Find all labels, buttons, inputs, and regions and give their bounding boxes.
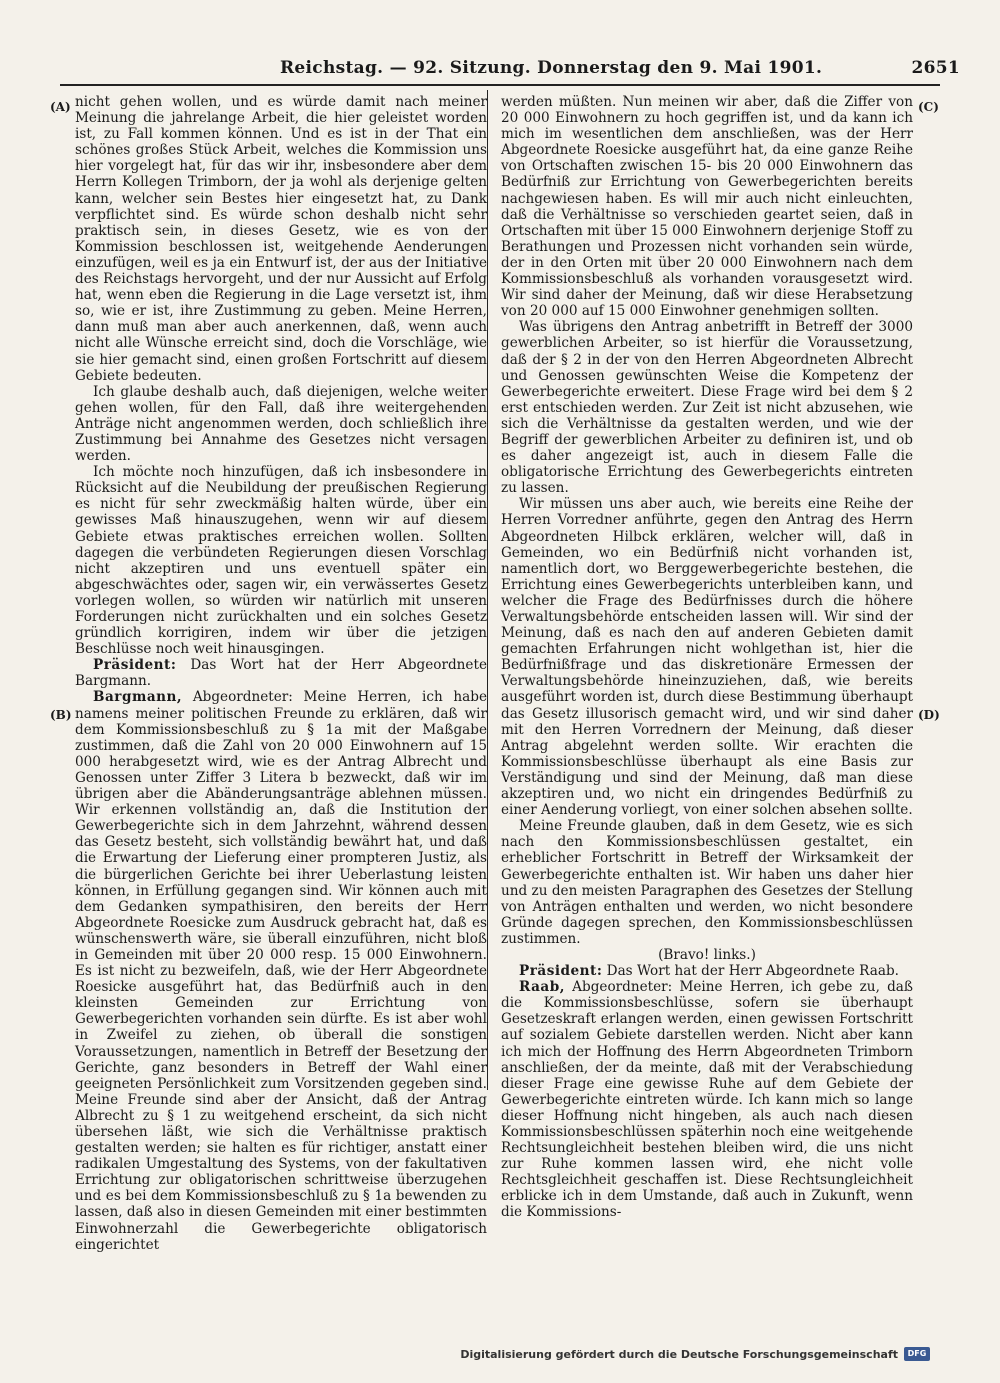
speech-text: Abgeordneter: Meine Herren, ich habe namens meiner politischen Freunde zu erklären, daß wir dem Kommissionsbeschluß zu § 1a mit der Maßgabe zustimmen, daß die Zahl von 20 000 Einwohnern auf 15 000 herabgesetzt wird, wie es der Antrag Albrecht und Genossen unter Ziffer 3 Litera b bezweckt, daß wir im übrigen aber die Abänderungsanträge ablehnen müssen. Wir erkennen vollständig an, daß die Institution der Gewerbegerichte sich in dem Jahrzehnt, während dessen das Gesetz besteht, sich vollständig bewährt hat, und daß die Erwartung der Lieferung einer prompteren Justiz, als die bürgerlichen Gerichte bei ihrer Ueberlastung leisten können, in Erfüllung gegangen sind. Wir können auch mit dem Gedanken sympathisiren, den bereits der Herr Abgeordnete Roesicke zum Ausdruck gebracht hat, daß es wünschenswerth wäre, sie überall einzuführen, nicht bloß in Gemeinden mit über 20 000 resp. 15 000 Einwohnern. Es ist nicht zu bezweifeln, daß, wie der Herr Abgeordnete Roesicke ausgeführt hat, das Bedürfniß auch in den kleinsten Gemeinden zur Errichtung von Gewerbegerichten vorhanden sein dürfte. Es ist aber wohl in Zweifel zu ziehen, ob überall die sonstigen Voraussetzungen, namentlich in Betreff der Besetzung der Gerichte, ganz besonders in Betreff der Wahl einer geeigneten Persönlichkeit zum Vorsitzenden gegeben sind. Meine Freunde sind aber der Ansicht, daß der Antrag Albrecht zu § 1 zu weitgehend erscheint, da sich nicht übersehen läßt, wie sich die Verhältnisse praktisch gestalten werden; sie halten es für richtiger, anstatt einer radikalen Umgestaltung des Systems, von der fakultativen Errichtung zur obligatorischen schrittweise überzugehen und es bei dem Kommissionsbeschluß zu § 1a bewenden zu lassen, daß also in diesen Gemeinden mit einer bestimmten Einwohnerzahl die Gewerbegerichte obligatorisch eingerichtet (75, 689, 487, 1253)
paragraph: Was übrigens den Antrag anbetrifft in Betreff der 3000 gewerblichen Arbeiter, so ist hierfür die Voraussetzung, daß der § 2 in der von den Herren Abgeordneten Albrecht und Genossen gewünschten Weise die Kompetenz der Gewerbegerichte erweitert. Diese Frage wird bei dem § 2 erst entschieden werden. Zur Zeit ist nicht abzusehen, wie sich die Verhältnisse da gestalten werden, und wie der Begriff der gewerblichen Arbeiter zu definiren ist, und ob es daher angezeigt ist, auch in diesem Falle die obligatorische Errichtung des Gewerbegerichts eintreten zu lassen. (501, 319, 913, 497)
page-number: 2651 (911, 58, 960, 78)
paragraph: nicht gehen wollen, und es würde damit nach meiner Meinung die jahrelange Arbeit, die hier geleistet worden ist, zu Fall kommen können. Und es ist in der That ein schönes großes Stück Arbeit, welches die Kommission uns hier vorgelegt hat, für das wir ihr, insbesondere aber dem Herrn Kollegen Trimborn, der ja wohl als derjenige gelten kann, welcher sein Bestes hier eingesetzt hat, zu Dank verpflichtet sind. Es würde schon deshalb nicht sehr praktisch sein, in dieses Gesetz, wie es von der Kommission beschlossen ist, weitgehende Aenderungen einzufügen, weil es ja ein Entwurf ist, der aus der Initiative des Reichstags hervorgeht, und der nur Aussicht auf Erfolg hat, wenn eben die Regierung in die Lage versetzt ist, ihm so, wie er ist, ihre Zustimmung zu geben. Meine Herren, dann muß man aber auch anerkennen, daß, wenn auch nicht alle Wünsche erreicht sind, doch die Vorschläge, wie sie hier gemacht sind, einen großen Fortschritt auf diesem Gebiete bedeuten. (75, 94, 487, 384)
speech-text: Das Wort hat der Herr Abgeordnete Bargmann. (75, 657, 487, 690)
speaker-paragraph (501, 979, 913, 1220)
paragraph: Wir müssen uns aber auch, wie bereits eine Reihe der Herren Vorredner anführte, gegen den Antrag des Herrn Abgeordneten Hilbck erklären, welcher will, daß in Gemeinden, wo ein Bedürfniß nicht vorhanden ist, namentlich dort, wo Berggewerbegerichte bestehen, die Errichtung eines Gewerbegerichts unterbleiben kann, und welcher die Frage des Bedürfnisses durch die höhere Verwaltungsbehörde entscheiden lassen will. Wir sind der Meinung, daß es nach den auf anderen Gebieten damit gemachten Erfahrungen nicht wohlgethan ist, hier die Bedürfnißfrage und das diskretionäre Ermessen der Verwaltungsbehörde hineinzuziehen, daß, wie bereits ausgeführt worden ist, durch diese Bestimmung überhaupt das Gesetz illusorisch gemacht wird, und wir sind daher mit den Herren Vorrednern der Meinung, daß dieser Antrag abgelehnt werden sollte. Wir erachten die Kommissionsbeschlüsse überhaupt als eine Basis zur Verständigung und sind der Meinung, daß man diese akzeptiren und, wo nicht ein dringendes Bedürfniß zu einer Aenderung vorliegt, von einer solchen absehen sollte. (501, 496, 913, 819)
speaker-name: Präsident: (93, 657, 177, 674)
speaker-paragraph (75, 657, 487, 689)
left-column (75, 94, 487, 1253)
speaker-paragraph (75, 689, 487, 1252)
speaker-name: Raab, (519, 979, 565, 996)
margin-marker-d: (D) (918, 708, 940, 722)
margin-marker-b: (B) (50, 708, 72, 722)
credit-text: Digitalisierung gefördert durch die Deutsche Forschungsgemeinschaft (460, 1347, 898, 1361)
margin-marker-c: (C) (918, 100, 939, 114)
speech-text: Abgeordneter: Meine Herren, ich gebe zu, daß die Kommissionsbeschlüsse, sofern sie überhaupt Gesetzeskraft erlangen werden, einen gewissen Fortschritt auf sozialem Gebiete darstellen werden. Nicht aber kann ich mich der Hoffnung des Herrn Abgeordneten Trimborn anschließen, der da meinte, daß mit der Verabschiedung dieser Frage eine gewisse Ruhe auf dem Gebiete der Gewerbegerichte eintreten würde. Ich kann mich so lange dieser Hoffnung nicht hingeben, als auch nach diesen Kommissionsbeschlüssen späterhin noch eine weitgehende Rechtsungleichheit bestehen bleiben wird, die uns nicht zur Ruhe kommen lassen wird, ehe nicht volle Rechtsgleichheit geschaffen ist. Diese Rechtsungleichheit erblicke ich in dem Umstande, daß auch in Zukunft, wenn die Kommissions- (501, 979, 913, 1221)
speaker-name: Bargmann, (93, 689, 183, 706)
speaker-paragraph (501, 963, 913, 979)
dfg-logo: DFG (904, 1347, 930, 1361)
paragraph: Ich möchte noch hinzufügen, daß ich insbesondere in Rücksicht auf die Neubildung der preußischen Regierung es nicht für sehr zweckmäßig halten würde, über ein gewisses Maß hinauszugehen, wenn wir auf diesem Gebiete etwas praktisches erreichen wollen. Sollten dagegen die verbündeten Regierungen diesen Vorschlag nicht akzeptiren und uns eventuell später ein abgeschwächtes oder, sagen wir, ein verwässertes Gesetz vorlegen wollen, so würden wir natürlich mit unseren Forderungen nicht zurückhalten und ein solches Gesetz gründlich korrigiren, indem wir über die jetzigen Beschlüsse noch weit hinausgingen. (75, 464, 487, 658)
header-title: Reichstag. — 92. Sitzung. Donnerstag den 9. Mai 1901. (280, 58, 823, 78)
speech-text: Das Wort hat der Herr Abgeordnete Raab. (602, 963, 899, 980)
header-rule (60, 84, 940, 86)
digitization-credit (460, 1347, 930, 1361)
page-header (40, 58, 960, 84)
paragraph: Ich glaube deshalb auch, daß diejenigen, welche weiter gehen wollen, für den Fall, daß ihre weitergehenden Anträge nicht angenommen werden, doch schließlich ihre Zustimmung bei Annahme des Gesetzes nicht versagen werden. (75, 383, 487, 465)
right-column (501, 94, 913, 1221)
applause-note: (Bravo! links.) (658, 946, 756, 963)
column-divider (487, 90, 488, 1090)
paragraph: Meine Freunde glauben, daß in dem Gesetz, wie es sich nach den Kommissionsbeschlüssen gestaltet, ein erheblicher Fortschritt in Betreff der Wirksamkeit der Gewerbegerichte enthalten ist. Wir haben uns daher hier und zu den meisten Paragraphen des Gesetzes der Stellung von Anträgen enthalten und werden, wo nicht besondere Gründe dagegen sprechen, den Kommissionsbeschlüssen zustimmen. (501, 818, 913, 947)
paragraph: werden müßten. Nun meinen wir aber, daß die Ziffer von 20 000 Einwohnern zu hoch gegriffen ist, und da kann ich mich im wesentlichen dem anschließen, was der Herr Abgeordnete Roesicke ausgeführt hat, da eine ganze Reihe von Ortschaften zwischen 15- bis 20 000 Einwohnern das Bedürfniß zur Errichtung von Gewerbegerichten bereits nachgewiesen haben. Es will mir auch nicht einleuchten, daß die Verhältnisse so verschieden geartet seien, daß in Ortschaften mit über 15 000 Einwohnern derjenige Stoff zu Berathungen und Prozessen nicht vorhanden sein würde, der in den Orten mit über 20 000 Einwohnern nach dem Kommissionsbeschluß als vorhanden vorausgesetzt wird. Wir sind daher der Meinung, daß wir diese Herabsetzung von 20 000 auf 15 000 Einwohner genehmigen sollten. (501, 94, 913, 320)
speaker-name: Präsident: (519, 963, 603, 980)
margin-marker-a: (A) (50, 100, 71, 114)
